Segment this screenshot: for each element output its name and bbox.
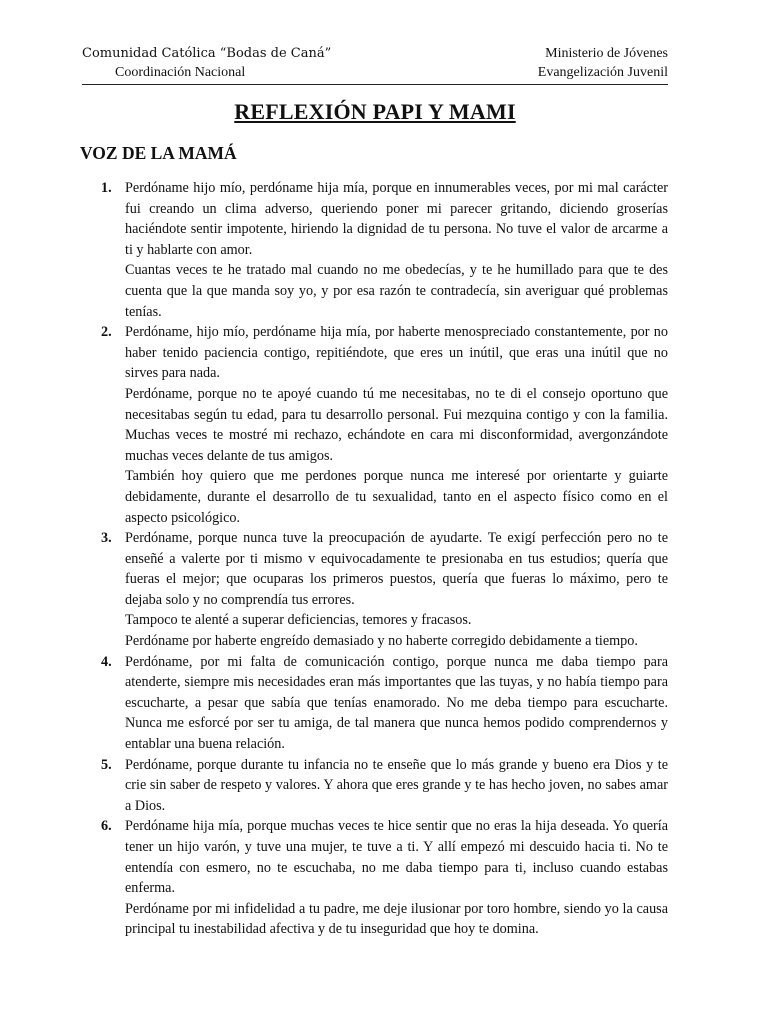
header-right <box>538 44 668 82</box>
item-paragraph: Perdóname, porque nunca tuve la preocupación de ayudarte. Te exigí perfección pero no te enseñé a valerte por ti mismo v equivocadamente te presionaba en tus estudios; quería que fueras el mejor; que ocuparas los primeros puestos, quería que fueras lo máximo, pero te dejaba solo y no comprendía tus errores. <box>125 530 668 608</box>
header-organization: Comunidad Católica “Bodas de Caná” <box>82 46 332 61</box>
item-paragraph: Perdóname, por mi falta de comunicación contigo, porque nunca me daba tiempo para atenderte, siempre mis necesidades eran más importantes que las tuyas, y no había tiempo para escucharte, a pesar que sabía que tenías enamorado. No me deba tiempo para escucharte. Nunca me esforcé por ser tu amiga, de tal manera que nunca hemos podido comprendernos y entablar una buena relación. <box>125 653 668 753</box>
item-paragraph: Perdóname, porque no te apoyé cuando tú me necesitabas, no te di el consejo oportuno que necesitabas según tu edad, para tu desarrollo personal. Fui mezquina contigo y con la familia. Muchas veces te mostré mi rechazo, echándote en cara mi disconformidad, avergonzándote muchas veces delante de tus amigos. <box>125 385 668 464</box>
header-divider <box>82 84 668 85</box>
list-item <box>82 322 668 528</box>
header-left <box>82 44 331 82</box>
section-title: VOZ DE LA MAMÁ <box>80 143 237 163</box>
header-evangelization: Evangelización Juvenil <box>537 65 668 80</box>
item-number: 2. <box>101 324 112 341</box>
reflection-list <box>82 178 668 940</box>
item-paragraph: Perdóname hijo mío, perdóname hija mía, porque en innumerables veces, por mi mal carácter fui creando un clima adverso, queriendo poner mi parecer gritando, diciendo groserías haciéndote sentir impotente, hiriendo la dignidad de tu persona. No tuve el valor de arcarme a ti y hablarte con amor. <box>125 180 668 258</box>
item-paragraph: Cuantas veces te he tratado mal cuando no me obedecías, y te he humillado para que te des cuenta que la que manda soy yo, y por esa razón te contradecía, sin averiguar qué problemas tenías. <box>125 262 668 320</box>
item-paragraph: Perdóname por haberte engreído demasiado y no haberte corregido debidamente a tiempo. <box>125 633 638 650</box>
item-number: 6. <box>101 818 112 835</box>
item-number: 5. <box>101 756 112 773</box>
document-title: REFLEXIÓN PAPI Y MAMI <box>234 99 516 124</box>
page-header <box>82 44 668 82</box>
list-item <box>82 528 668 652</box>
item-paragraph: También hoy quiero que me perdones porque nunca me interesé por orientarte y guiarte debidamente, durante el desarrollo de tu sexualidad, tanto en el aspecto físico como en el aspecto psicológico. <box>125 468 668 526</box>
list-item <box>82 755 668 817</box>
item-paragraph: Tampoco te alenté a superar deficiencias, temores y fracasos. <box>125 612 472 629</box>
item-paragraph: Perdóname, porque durante tu infancia no te enseñe que lo más grande y bueno era Dios y te crie sin saber de respeto y valores. Y ahora que eres grande y te has hecho joven, no sabes amar a Dios. <box>125 756 668 814</box>
item-number: 1. <box>101 180 112 196</box>
item-paragraph: Perdóname por mi infidelidad a tu padre, me deje ilusionar por toro hombre, siendo yo la causa principal tu inestabilidad afectiva y de tu inseguridad que hoy te domina. <box>125 900 668 938</box>
item-number: 4. <box>101 653 112 670</box>
list-item <box>82 816 668 940</box>
item-paragraph: Perdóname, hijo mío, perdóname hija mía, por haberte menospreciado constantemente, por no haber tenido paciencia contigo, repitiéndote, que eres un inútil, que eras una inútil que no sirves para nada. <box>125 324 668 382</box>
item-paragraph: Perdóname hija mía, porque muchas veces te hice sentir que no eras la hija deseada. Yo quería tener un hijo varón, y tuve una mujer, te tuve a ti. Y allí empezó mi descuido hacia ti. No te entendía con esmero, no te escuchaba, no me daba tiempo para ti, incluso cuando estabas enferma. <box>125 818 668 897</box>
document-page <box>82 44 668 940</box>
item-number: 3. <box>101 530 112 547</box>
list-item <box>82 178 668 322</box>
header-coordination: Coordinación Nacional <box>115 65 246 80</box>
header-ministry: Ministerio de Jóvenes <box>545 46 668 61</box>
list-item <box>82 652 668 755</box>
